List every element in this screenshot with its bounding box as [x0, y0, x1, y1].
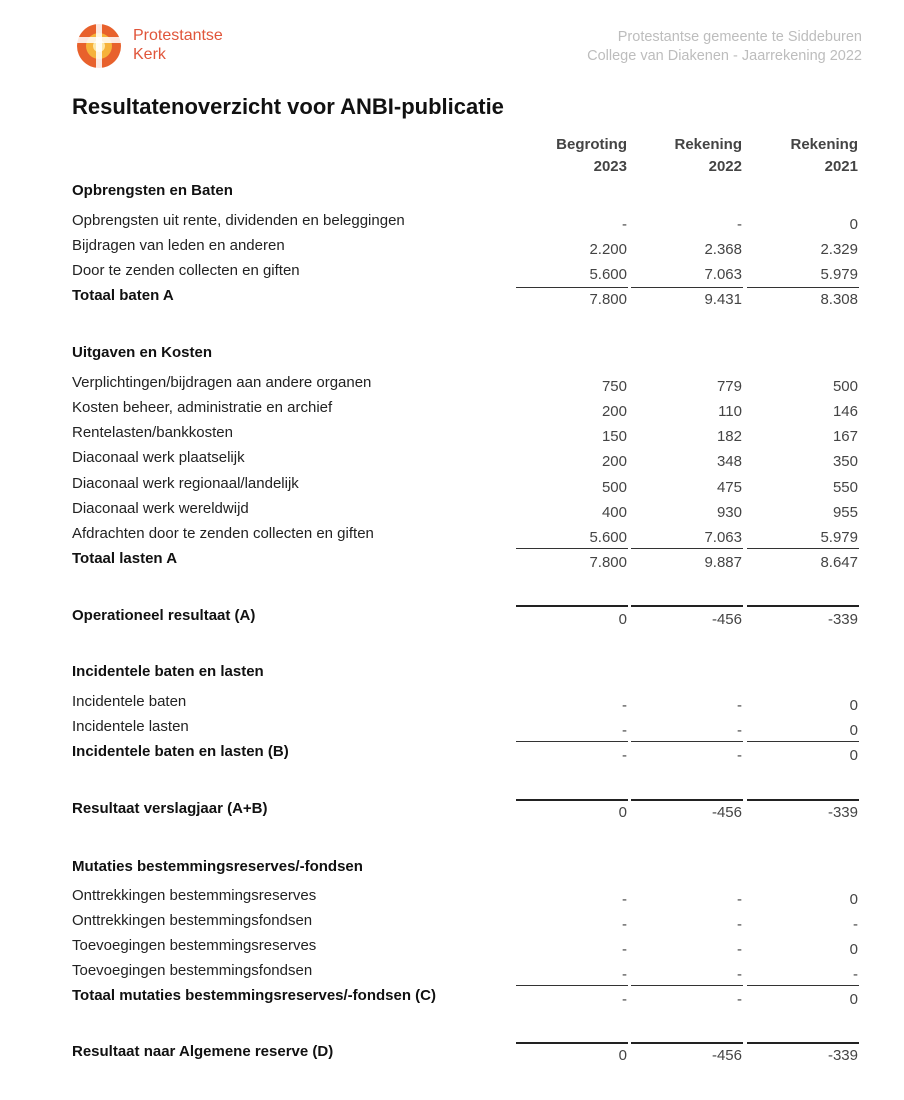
row-value-col-3: 955 — [832, 504, 858, 521]
row-value-col-1: 200 — [601, 453, 627, 470]
row-value-col-3: 0 — [849, 747, 858, 764]
rule — [631, 605, 743, 607]
row-value-col-1: - — [622, 916, 627, 933]
rule — [516, 741, 628, 742]
row-value-col-2: 9.431 — [704, 291, 742, 308]
table-row — [0, 887, 904, 911]
rule — [747, 799, 859, 801]
table-row — [0, 962, 904, 986]
row-value-col-1: 2.200 — [589, 241, 627, 258]
row-value-col-2: - — [737, 941, 742, 958]
table-row-heading — [0, 182, 904, 206]
row-value-col-3: 0 — [849, 722, 858, 739]
table-row — [0, 500, 904, 524]
row-value-col-1: 5.600 — [589, 529, 627, 546]
row-value-col-2: 182 — [716, 428, 742, 445]
table-row-heading — [0, 1043, 904, 1067]
logo-line-1: Protestantse — [133, 27, 223, 44]
row-value-col-1: 0 — [618, 611, 627, 628]
column-header-rekening-2021: Rekening 2021 — [790, 136, 858, 175]
table-row — [0, 237, 904, 261]
rule — [631, 741, 743, 742]
table-row — [0, 374, 904, 398]
row-value-col-3: -339 — [827, 804, 858, 821]
rule — [747, 985, 859, 986]
row-label: Totaal lasten A — [72, 550, 178, 567]
table-row — [0, 525, 904, 549]
row-value-col-2: - — [737, 891, 742, 908]
row-value-col-3: 146 — [832, 403, 858, 420]
rule — [516, 1042, 628, 1044]
row-value-col-2: 475 — [716, 479, 742, 496]
row-value-col-3: - — [853, 916, 858, 933]
row-label: Resultaat verslagjaar (A+B) — [72, 800, 268, 817]
row-value-col-3: -339 — [827, 611, 858, 628]
row-value-col-3: 167 — [832, 428, 858, 445]
column-header-begroting-2023: Begroting 2023 — [556, 136, 627, 175]
table-row-heading — [0, 663, 904, 687]
row-value-col-2: 7.063 — [704, 529, 742, 546]
row-label: Incidentele baten en lasten (B) — [72, 743, 289, 760]
row-value-col-1: - — [622, 991, 627, 1008]
org-name: Protestantse gemeente te Siddeburen — [617, 29, 862, 45]
row-value-col-3: 8.647 — [820, 554, 858, 571]
rule — [747, 1042, 859, 1044]
table-row — [0, 912, 904, 936]
row-value-col-3: 0 — [849, 891, 858, 908]
row-value-col-1: - — [622, 941, 627, 958]
row-value-col-2: - — [737, 216, 742, 233]
logo-line-2: Kerk — [133, 46, 166, 63]
row-value-col-1: 150 — [601, 428, 627, 445]
row-value-col-3: 5.979 — [820, 529, 858, 546]
row-label: Door te zenden collecten en giften — [72, 262, 300, 279]
row-label: Toevoegingen bestemmingsfondsen — [72, 962, 313, 979]
row-value-col-1: 7.800 — [589, 554, 627, 571]
row-value-col-2: 348 — [716, 453, 742, 470]
row-value-col-3: 0 — [849, 697, 858, 714]
row-label: Verplichtingen/bijdragen aan andere organen — [72, 374, 372, 391]
page-title: Resultatenoverzicht voor ANBI-publicatie — [72, 94, 504, 119]
row-value-col-2: - — [737, 747, 742, 764]
table-row-heading — [0, 287, 904, 311]
row-value-col-1: 0 — [618, 804, 627, 821]
row-label: Diaconaal werk wereldwijd — [72, 500, 249, 517]
row-value-col-3: 350 — [832, 453, 858, 470]
row-value-col-2: 930 — [716, 504, 742, 521]
rule — [631, 799, 743, 801]
table-row-heading — [0, 987, 904, 1011]
row-value-col-1: - — [622, 891, 627, 908]
rule — [516, 287, 628, 288]
row-value-col-3: 0 — [849, 941, 858, 958]
table-row — [0, 937, 904, 961]
row-value-col-1: 5.600 — [589, 266, 627, 283]
row-value-col-2: -456 — [711, 804, 742, 821]
row-label: Incidentele baten en lasten — [72, 663, 264, 680]
rule — [516, 799, 628, 801]
row-label: Totaal mutaties bestemmingsreserves/-fondsen (C) — [72, 987, 436, 1004]
table-row-heading — [0, 607, 904, 631]
table-row — [0, 718, 904, 742]
rule — [516, 548, 628, 549]
rule — [747, 287, 859, 288]
row-label: Uitgaven en Kosten — [72, 344, 213, 361]
table-row — [0, 212, 904, 236]
rule — [631, 548, 743, 549]
row-value-col-2: - — [737, 966, 742, 983]
rule — [631, 1042, 743, 1044]
table-row-heading — [0, 743, 904, 767]
row-label: Mutaties bestemmingsreserves/-fondsen — [72, 858, 363, 875]
row-value-col-1: - — [622, 722, 627, 739]
row-value-col-3: 8.308 — [820, 291, 858, 308]
row-value-col-2: - — [737, 722, 742, 739]
row-value-col-1: 200 — [601, 403, 627, 420]
row-value-col-1: 7.800 — [589, 291, 627, 308]
row-label: Onttrekkingen bestemmingsreserves — [72, 887, 317, 904]
table-row-heading — [0, 344, 904, 368]
row-value-col-2: -456 — [711, 611, 742, 628]
row-label: Onttrekkingen bestemmingsfondsen — [72, 912, 313, 929]
row-label: Afdrachten door te zenden collecten en giften — [72, 525, 374, 542]
table-row — [0, 399, 904, 423]
row-value-col-3: 2.329 — [820, 241, 858, 258]
table-row-heading — [0, 550, 904, 574]
table-row — [0, 475, 904, 499]
protestantse-kerk-logo-icon — [72, 22, 134, 70]
row-value-col-1: 500 — [601, 479, 627, 496]
row-value-col-2: 779 — [716, 378, 742, 395]
row-value-col-2: 7.063 — [704, 266, 742, 283]
row-value-col-3: - — [853, 966, 858, 983]
row-label: Opbrengsten en Baten — [72, 182, 233, 199]
table-row — [0, 693, 904, 717]
row-label: Bijdragen van leden en anderen — [72, 237, 285, 254]
row-value-col-1: 0 — [618, 1047, 627, 1064]
rule — [631, 287, 743, 288]
row-label: Incidentele lasten — [72, 718, 189, 735]
rule — [747, 548, 859, 549]
table-row — [0, 262, 904, 286]
row-value-col-3: 0 — [849, 991, 858, 1008]
rule — [747, 741, 859, 742]
rule — [516, 605, 628, 607]
table-row — [0, 424, 904, 448]
row-value-col-1: - — [622, 966, 627, 983]
row-label: Resultaat naar Algemene reserve (D) — [72, 1043, 334, 1060]
row-label: Rentelasten/bankkosten — [72, 424, 233, 441]
row-label: Opbrengsten uit rente, dividenden en beleggingen — [72, 212, 405, 229]
table-row — [0, 449, 904, 473]
row-label: Kosten beheer, administratie en archief — [72, 399, 333, 416]
row-label: Totaal baten A — [72, 287, 174, 304]
row-value-col-2: 2.368 — [704, 241, 742, 258]
row-value-col-1: - — [622, 747, 627, 764]
row-label: Diaconaal werk regionaal/landelijk — [72, 475, 299, 492]
row-value-col-2: -456 — [711, 1047, 742, 1064]
logo-wordmark — [133, 26, 223, 64]
row-value-col-2: - — [737, 991, 742, 1008]
row-value-col-3: -339 — [827, 1047, 858, 1064]
row-label: Incidentele baten — [72, 693, 187, 710]
table-row-heading — [0, 858, 904, 882]
row-value-col-2: - — [737, 916, 742, 933]
row-value-col-2: 110 — [718, 403, 742, 420]
row-label: Operationeel resultaat (A) — [72, 607, 256, 624]
row-value-col-1: 400 — [601, 504, 627, 521]
row-value-col-1: - — [622, 697, 627, 714]
organisation-header — [587, 28, 862, 66]
row-value-col-3: 550 — [832, 479, 858, 496]
row-value-col-1: 750 — [601, 378, 627, 395]
row-value-col-3: 500 — [832, 378, 858, 395]
row-value-col-3: 0 — [849, 216, 858, 233]
row-label: Diaconaal werk plaatselijk — [72, 449, 245, 466]
table-row-heading — [0, 800, 904, 824]
rule — [516, 985, 628, 986]
row-value-col-3: 5.979 — [820, 266, 858, 283]
rule — [631, 985, 743, 986]
row-value-col-2: - — [737, 697, 742, 714]
row-value-col-1: - — [622, 216, 627, 233]
row-label: Toevoegingen bestemmingsreserves — [72, 937, 317, 954]
org-subtitle: College van Diakenen - Jaarrekening 2022 — [587, 48, 862, 64]
row-value-col-2: 9.887 — [704, 554, 742, 571]
rule — [747, 605, 859, 607]
column-header-rekening-2022: Rekening 2022 — [674, 136, 742, 175]
